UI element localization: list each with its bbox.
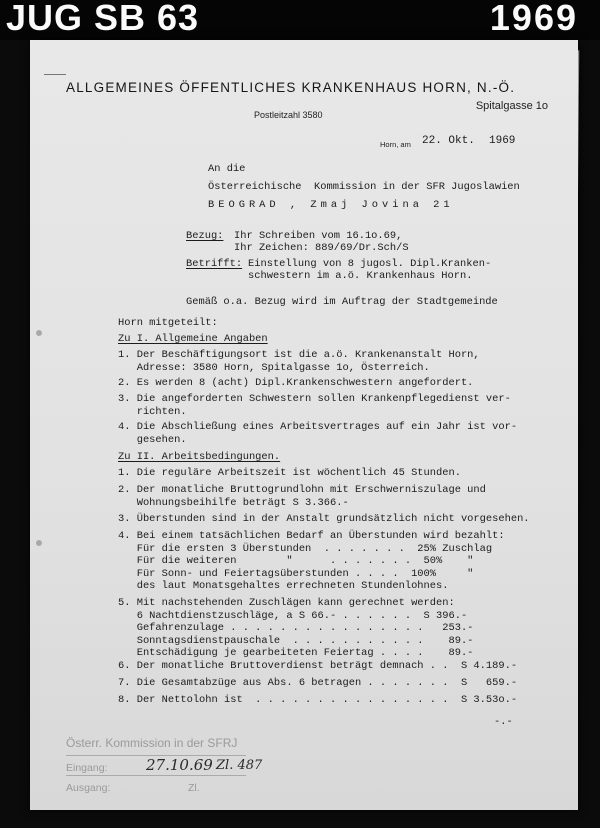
- section2-heading: Zu II. Arbeitsbedingungen.: [118, 451, 281, 463]
- section2-item: 2. Der monatliche Bruttogrundlohn mit Erschwerniszulage und Wohnungsbeihilfe beträgt S 3.366.-: [118, 484, 486, 509]
- section2-item: 3. Überstunden sind in der Anstalt grundsätzlich nicht vorgesehen.: [118, 513, 530, 525]
- betrifft-label: Betrifft:: [186, 258, 243, 270]
- fold-mark: [44, 74, 66, 75]
- handwritten-eingang-number: Zl. 487: [216, 758, 263, 773]
- stamp-ausgang-label: Ausgang:: [66, 782, 111, 794]
- intro-line: Gemäß o.a. Bezug wird im Auftrag der Stadtgemeinde: [186, 296, 498, 308]
- stamp-rule: [66, 775, 246, 776]
- handwritten-eingang-date: 27.10.69: [146, 756, 213, 774]
- section1-item: 3. Die angeforderten Schwestern sollen Krankenpflegedienst ver- richten.: [118, 393, 511, 418]
- intro-line: Horn mitgeteilt:: [118, 317, 218, 329]
- section2-item: 6. Der monatliche Bruttoverdienst beträgt demnach . . S 4.189.-: [118, 660, 518, 672]
- date-day: 22. Okt.: [422, 135, 475, 147]
- bezug-line: Ihr Schreiben vom 16.1o.69,: [234, 230, 403, 242]
- date-year: 1969: [489, 135, 516, 147]
- recipient-line: BEOGRAD , Zmaj Jovina 21: [208, 199, 454, 211]
- film-archive-code: JUG SB 63: [6, 0, 200, 38]
- letterhead-postal: Postleitzahl 3580: [254, 110, 323, 120]
- punch-hole: [36, 330, 42, 336]
- recipient-line: Österreichische Kommission in der SFR Jugoslawien: [208, 181, 520, 193]
- date-place: Horn, am: [380, 140, 411, 149]
- section2-item: 7. Die Gesamtabzüge aus Abs. 6 betragen . . . . . . . S 659.-: [118, 677, 518, 689]
- section1-item: 1. Der Beschäftigungsort ist die a.ö. Krankenanstalt Horn, Adresse: 3580 Horn, Spitalgasse 1o, Österreich.: [118, 349, 480, 374]
- betrifft-line: schwestern im a.ö. Krankenhaus Horn.: [248, 270, 473, 282]
- betrifft-line: Einstellung von 8 jugosl. Dipl.Kranken-: [248, 258, 492, 270]
- section2-item: 1. Die reguläre Arbeitszeit ist wöchentlich 45 Stunden.: [118, 467, 461, 479]
- section1-item: 4. Die Abschließung eines Arbeitsvertrages auf ein Jahr ist vor- gesehen.: [118, 421, 518, 446]
- section2-item: 4. Bei einem tatsächlichen Bedarf an Überstunden wird bezahlt: Für die ersten 3 Überstunden . . . . . . . 25% Zuschlag Für die weiteren " . . . . . . . 50% " Für Sonn- und Feiertagsüberstunden . . . . 100% " des laut Monatsgehaltes errechneten Stundenlohnes.: [118, 530, 505, 593]
- recipient-line: An die: [208, 163, 246, 175]
- punch-hole: [36, 540, 42, 546]
- bezug-line: Ihr Zeichen: 889/69/Dr.Sch/S: [234, 242, 409, 254]
- section1-heading: Zu I. Allgemeine Angaben: [118, 333, 268, 345]
- film-archive-year: 1969: [489, 0, 578, 38]
- letterhead-name: ALLGEMEINES ÖFFENTLICHES KRANKENHAUS HORN, N.-Ö.: [66, 80, 516, 95]
- film-label-strip: [0, 0, 600, 40]
- stamp-title: Österr. Kommission in der SFRJ: [66, 736, 238, 750]
- bezug-label: Bezug:: [186, 230, 224, 242]
- stamp-eingang-label: Eingang:: [66, 762, 108, 774]
- stamp-ausgang-zl: Zl.: [188, 782, 200, 794]
- closing-mark: -.-: [494, 716, 513, 728]
- section2-item: 8. Der Nettolohn ist . . . . . . . . . . . . . . . . S 3.53o.-: [118, 694, 518, 706]
- section2-item: 5. Mit nachstehenden Zuschlägen kann gerechnet werden: 6 Nachtdienstzuschläge, a S 66.- . . . . . . S 396.- Gefahrenzulage . . . . . . . . . . . . . . . . 253.- Sonntagsdienstpauschale . . . . . . . . . . . 89.- Entschädigung je gearbeiteten Feiertag . . . . 89.-: [118, 597, 474, 660]
- section1-item: 2. Es werden 8 (acht) Dipl.Krankenschwestern angefordert.: [118, 377, 474, 389]
- letterhead-street: Spitalgasse 1o: [475, 100, 548, 112]
- letter-page: [30, 40, 578, 810]
